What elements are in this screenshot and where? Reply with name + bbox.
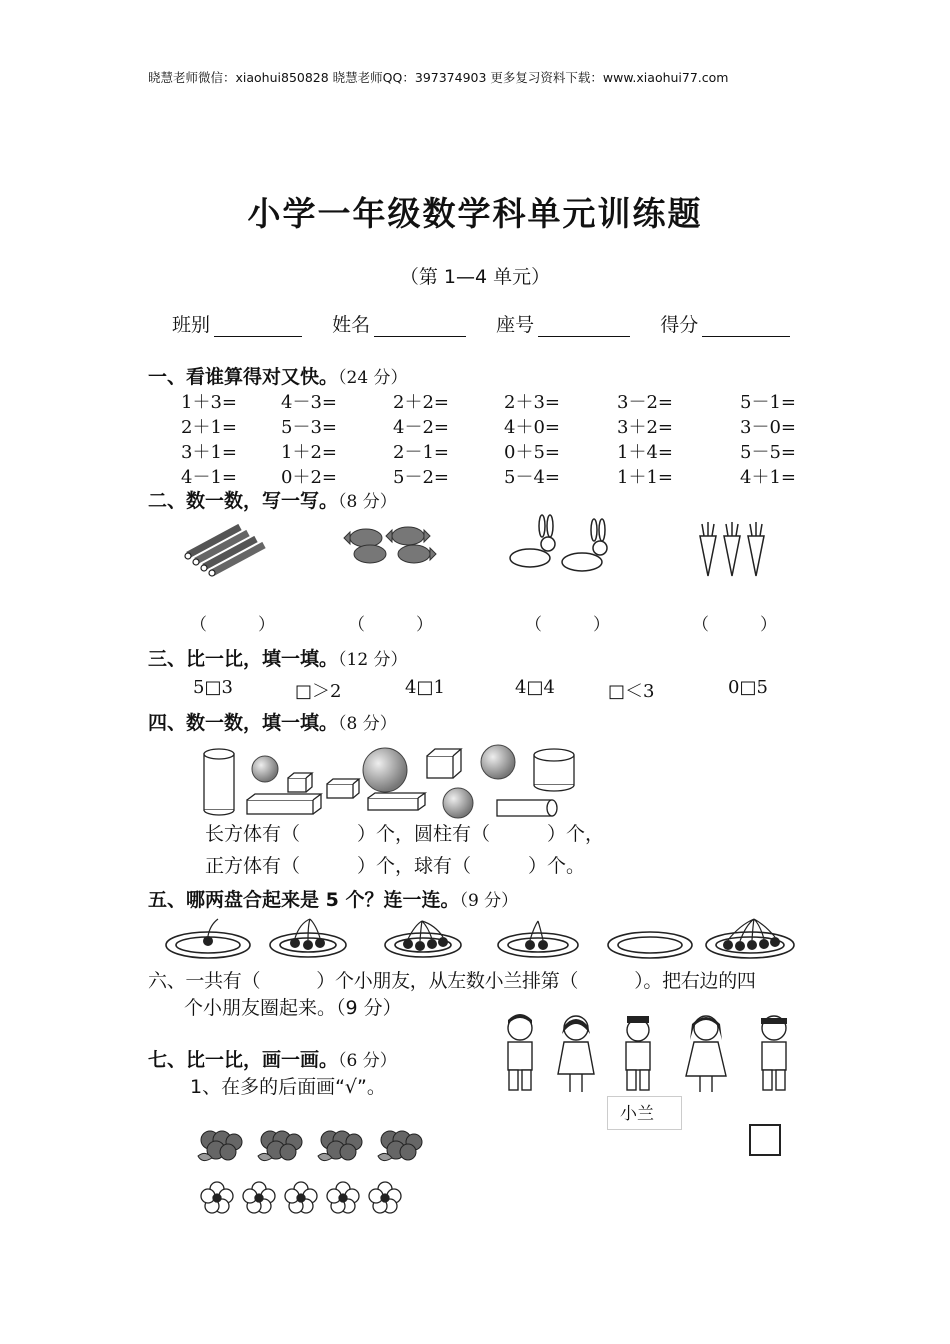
check-box[interactable] <box>749 1124 781 1156</box>
carrots-image <box>694 518 770 580</box>
answer-paren-2[interactable]: （ ） <box>348 615 433 635</box>
calc-problem[interactable]: 1＋1= <box>617 467 673 488</box>
calc-problem[interactable]: 0＋5= <box>504 442 560 463</box>
calc-problem[interactable]: 5－3= <box>281 417 337 438</box>
calc-problem[interactable]: 5－5= <box>740 442 796 463</box>
section-4-title <box>148 708 397 735</box>
rabbits-image <box>500 512 620 582</box>
section-7-heading: 七、比一比，画一画。 <box>148 1049 339 1071</box>
section-3-points: （12 分） <box>338 650 408 670</box>
score-label: 得分 <box>660 314 699 336</box>
calc-problem[interactable]: 2－1= <box>393 442 449 463</box>
section-3-heading: 三、比一比，填一填。 <box>148 648 339 670</box>
answer-paren-1[interactable]: （ ） <box>190 615 275 635</box>
section-1-title <box>148 362 408 389</box>
flowers-row-image <box>195 1178 415 1222</box>
section-6-line1[interactable]: 六、一共有（ ）个小朋友，从左数小兰排第（ ）。把右边的四 <box>148 970 756 992</box>
compare-item-5[interactable]: □＜3 <box>608 681 655 702</box>
cube-count-text[interactable]: 正方体有（ ）个， <box>205 855 415 877</box>
page-title: 小学一年级数学科单元训练题 <box>247 194 703 233</box>
calc-problem[interactable]: 2＋1= <box>181 417 237 438</box>
seat-label: 座号 <box>496 314 535 336</box>
section-6-line2: 个小朋友圈起来。（9 分） <box>184 997 402 1019</box>
section-4-heading: 四、数一数，填一填。 <box>148 712 339 734</box>
plates-image <box>160 915 810 965</box>
page-header: 晓慧老师微信：xiaohui850828 晓慧老师QQ：397374903 更多复习资料下载：www.xiaohui77.com <box>148 70 729 85</box>
solids-image <box>195 738 585 822</box>
section-5-heading: 五、哪两盘合起来是 5 个？连一连。 <box>148 889 460 911</box>
calc-problem[interactable]: 0＋2= <box>281 467 337 488</box>
class-label: 班别 <box>172 314 211 336</box>
compare-item-4[interactable]: 4□4 <box>515 677 555 698</box>
page-subtitle: （第 1—4 单元） <box>399 266 551 288</box>
section-1-heading: 一、看谁算得对又快。 <box>148 366 339 388</box>
calc-problem[interactable]: 5－4= <box>504 467 560 488</box>
calc-problem[interactable]: 2＋2= <box>393 392 449 413</box>
calc-problem[interactable]: 3＋2= <box>617 417 673 438</box>
calc-problem[interactable]: 5－1= <box>740 392 796 413</box>
compare-item-6[interactable]: 0□5 <box>728 677 768 698</box>
score-blank[interactable] <box>702 316 790 337</box>
calc-problem[interactable]: 4－3= <box>281 392 337 413</box>
section-2-heading: 二、数一数，写一写。 <box>148 490 339 512</box>
section-7-points: （6 分） <box>338 1051 397 1071</box>
calc-problem[interactable]: 2＋3= <box>504 392 560 413</box>
cuboid-count-text[interactable]: 长方体有（ ）个， <box>205 823 415 845</box>
xiaolan-label: 小兰 <box>607 1096 682 1130</box>
sphere-count-text[interactable]: 球有（ ）个。 <box>414 855 586 877</box>
children-image <box>494 1012 804 1096</box>
section-1-points: （24 分） <box>338 368 408 388</box>
answer-paren-3[interactable]: （ ） <box>525 615 610 635</box>
section-5-points: （9 分） <box>459 891 519 911</box>
cylinder-count-text[interactable]: 圆柱有（ ）个， <box>414 823 605 845</box>
candies-image <box>336 520 448 570</box>
calc-problem[interactable]: 1＋2= <box>281 442 337 463</box>
calc-problem[interactable]: 4＋1= <box>740 467 796 488</box>
calc-problem[interactable]: 4－1= <box>181 467 237 488</box>
calc-problem[interactable]: 1＋3= <box>181 392 237 413</box>
seat-blank[interactable] <box>538 316 630 337</box>
answer-paren-4[interactable]: （ ） <box>692 615 777 635</box>
calc-problem[interactable]: 4＋0= <box>504 417 560 438</box>
compare-item-1[interactable]: 5□3 <box>193 677 233 698</box>
section-7-sub1: 1、在多的后面画“√”。 <box>190 1076 386 1098</box>
calc-problem[interactable]: 1＋4= <box>617 442 673 463</box>
pencils-image <box>178 515 270 577</box>
calc-problem[interactable]: 4－2= <box>393 417 449 438</box>
compare-item-2[interactable]: □＞2 <box>295 681 342 702</box>
section-2-title <box>148 486 397 513</box>
calc-problem[interactable]: 3＋1= <box>181 442 237 463</box>
class-blank[interactable] <box>214 316 302 337</box>
name-label: 姓名 <box>332 314 371 336</box>
compare-item-3[interactable]: 4□1 <box>405 677 445 698</box>
student-info-row <box>172 310 790 337</box>
section-5-title <box>148 885 518 912</box>
section-7-title <box>148 1045 397 1072</box>
section-4-points: （8 分） <box>338 714 397 734</box>
calc-problem[interactable]: 3－2= <box>617 392 673 413</box>
name-blank[interactable] <box>374 316 466 337</box>
calc-problem[interactable]: 5－2= <box>393 467 449 488</box>
grapes-row-image <box>188 1120 433 1170</box>
calc-problem[interactable]: 3－0= <box>740 417 796 438</box>
section-3-title <box>148 644 408 671</box>
section-2-points: （8 分） <box>338 492 397 512</box>
